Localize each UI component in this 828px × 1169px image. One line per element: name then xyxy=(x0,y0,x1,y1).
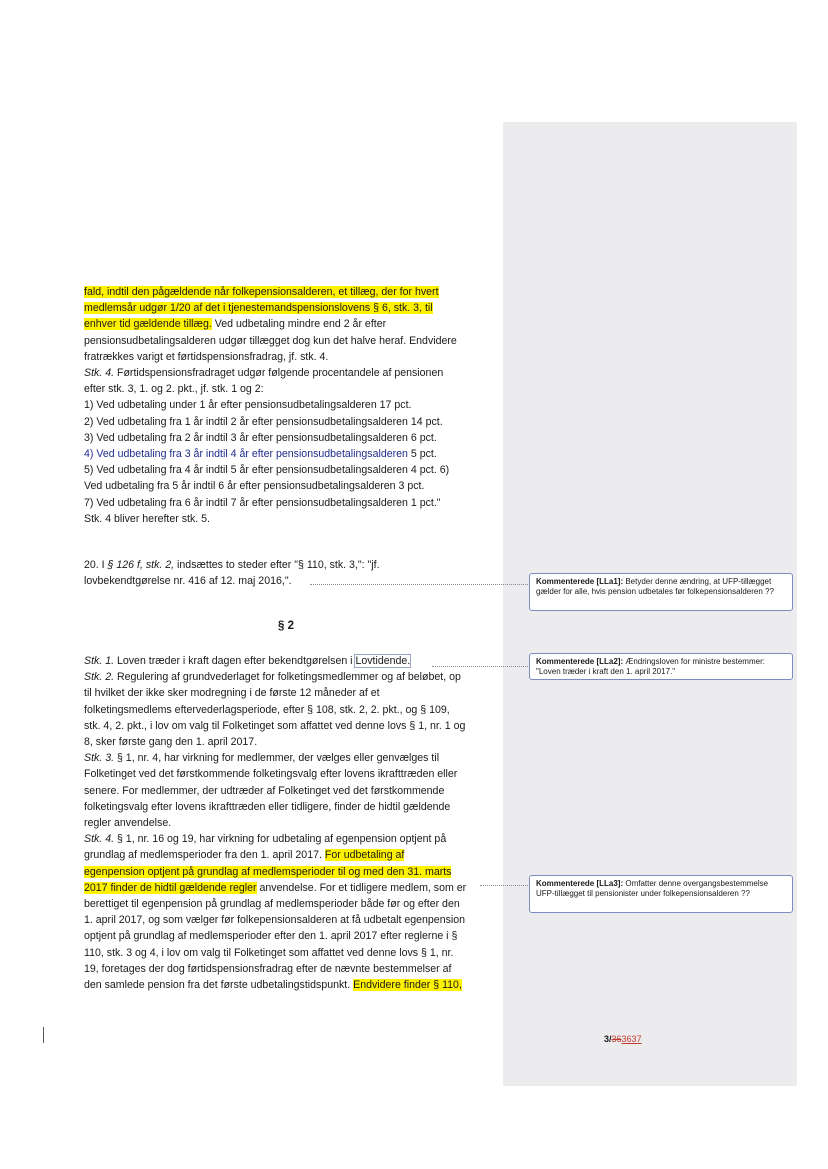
text-line: folketingsmedlems eftervederlagsperiode, efter § 108, stk. 2, 2. pkt., og § 109, xyxy=(84,703,450,716)
text-line: til hvilket der ikke sker modregning i de første 12 måneder af et xyxy=(84,687,380,700)
section-2-block xyxy=(84,653,504,993)
text-line: pensionsudbetalingsalderen udgør tillægget dog kun det halve heraf. Endvidere xyxy=(84,334,457,347)
page-total-inserted: 3637 xyxy=(621,1034,642,1044)
comment-text: Ændringsloven for ministre bestemmer: "Loven træder i kraft den 1. april 2017." xyxy=(536,657,765,676)
list-item: Ved udbetaling fra 5 år indtil 6 år efter pensionsudbetalingsalderen 3 pct. xyxy=(84,480,425,493)
comment-connector-2 xyxy=(432,666,530,667)
text-line: 19, foretages der dog førtidspensionsfradrag efter de nævnte bestemmelser af xyxy=(84,962,452,975)
text-line: stk. 4, 2. pkt., i lov om valg til Folketinget som affattet ved denne lovs § 1, nr. 1 og xyxy=(84,719,466,732)
text-run: § 126 f, stk. 2, xyxy=(107,559,175,571)
page-number xyxy=(604,1034,642,1044)
text-run: Loven træder i kraft dagen efter bekendtgørelsen i xyxy=(114,655,356,667)
amendment-text-block xyxy=(84,284,504,527)
text-line: fratrækkes varigt et førtidspensionsfradrag, jf. stk. 4. xyxy=(84,350,329,363)
stk-label: Stk. 4. xyxy=(84,833,115,846)
text-run: § 1, nr. 4, har virkning for medlemmer, der vælges eller genvælges til xyxy=(114,752,440,765)
text-line xyxy=(84,831,504,847)
text-line: lovbekendtgørelse nr. 416 af 12. maj 2016,". xyxy=(84,575,292,588)
page-total-deleted: 36 xyxy=(611,1034,622,1044)
text-line: berettiget til egenpension på grundlag af medlemsperioder både før og efter den xyxy=(84,898,460,911)
comment-author-label: Kommenterede [LLa2]: xyxy=(536,657,624,666)
stk-label: Stk. 1. xyxy=(84,655,115,667)
text-line: 1. april 2017, og som vælger før folkepensionsalderen at få udbetalt egenpension xyxy=(84,914,466,927)
comment-balloon-3[interactable] xyxy=(529,875,793,913)
text-line xyxy=(84,300,504,316)
comment-text: Betyder denne ændring, at UFP-tillægget gælder for alle, hvis pension udbetales før folkepensionsalderen ?? xyxy=(536,577,774,596)
text-line: regler anvendelse. xyxy=(84,817,172,830)
comment-balloon-1[interactable] xyxy=(529,573,793,611)
text-line: 8, sker første gang den 1. april 2017. xyxy=(84,736,258,749)
text-line: senere. For medlemmer, der udtræder af Folketinget ved det førstkommende xyxy=(84,784,445,797)
text-run: Førtidspensionsfradraget udgør følgende procentandele af pensionen xyxy=(114,367,444,380)
stk-label: Stk. 4. xyxy=(84,367,115,380)
stk-label: Stk. 3. xyxy=(84,752,115,765)
text-line xyxy=(84,864,504,880)
list-item: 5) Ved udbetaling fra 4 år indtil 5 år efter pensionsudbetalingsalderen 4 pct. 6) xyxy=(84,464,450,477)
comment-balloon-2[interactable] xyxy=(529,653,793,680)
text-line xyxy=(84,847,504,863)
text-line xyxy=(84,365,504,381)
list-item: 2) Ved udbetaling fra 1 år indtil 2 år efter pensionsudbetalingsalderen 14 pct. xyxy=(84,415,443,428)
text-line xyxy=(84,880,504,896)
comment-text: Omfatter denne overgangsbestemmelse UFP-tillægget til pensionister under folkepensionsalderen ?? xyxy=(536,879,769,898)
text-line xyxy=(84,977,504,993)
text-run: indsættes to steder efter "§ 110, stk. 3,": "jf. xyxy=(174,559,380,571)
highlighted-text[interactable]: fald, indtil den pågældende når folkepensionsalderen, et tillæg, der for hvert xyxy=(84,286,439,298)
highlighted-text[interactable]: Endvidere finder § 110, xyxy=(353,979,462,992)
text-run: 5 pct. xyxy=(407,448,437,461)
highlighted-text[interactable]: 2017 finder de hidtil gældende regler xyxy=(84,881,257,894)
text-line: Folketinget ved det førstkommende folketingsvalg efter lovens ikrafttræden eller xyxy=(84,768,458,781)
text-line xyxy=(84,284,504,300)
text-run: 20. I xyxy=(84,559,108,571)
highlighted-text[interactable]: enhver tid gældende tillæg. xyxy=(84,318,212,331)
comment-connector-3 xyxy=(480,885,530,886)
list-item: 7) Ved udbetaling fra 6 år indtil 7 år efter pensionsudbetalingsalderen 1 pct." xyxy=(84,496,441,509)
tracked-change-text: 4) Ved udbetaling fra 3 år indtil 4 år efter pensionsudbetalingsalderen xyxy=(84,448,408,461)
text-run: Regulering af grundvederlaget for folketingsmedlemmer og af beløbet, op xyxy=(114,671,461,684)
page-separator: / xyxy=(609,1034,612,1044)
page-current: 3 xyxy=(604,1034,610,1044)
change-bar xyxy=(43,1027,44,1043)
text-run: § 1, nr. 16 og 19, har virkning for udbetaling af egenpension optjent på xyxy=(114,833,447,846)
text-run: den samlede pension fra det første udbetalingstidspunkt. xyxy=(84,979,354,992)
highlighted-text[interactable]: egenpension optjent på grundlag af medlemsperioder til og med den 31. marts xyxy=(84,865,452,878)
stk-label: Stk. 2. xyxy=(84,671,115,684)
text-line: folketingsvalg efter lovens ikrafttræden eller tidligere, finder de hidtil gældende xyxy=(84,800,451,813)
comment-connector-1 xyxy=(310,584,530,585)
list-item xyxy=(84,446,504,462)
highlighted-text[interactable]: For udbetaling af xyxy=(324,849,405,862)
comment-author-label: Kommenterede [LLa3]: xyxy=(536,879,624,888)
text-line: 110, stk. 3 og 4, i lov om valg til Folketinget som affattet ved denne lovs § 1, nr. xyxy=(84,946,454,959)
text-run: anvendelse. For et tidligere medlem, som er xyxy=(256,881,467,894)
commented-text[interactable]: Lovtidende. xyxy=(355,655,411,667)
highlighted-text[interactable]: medlemsår udgør 1/20 af det i tjenestemandspensionslovens § 6, stk. 3, til xyxy=(84,302,433,315)
text-line: efter stk. 3, 1. og 2. pkt., jf. stk. 1 og 2: xyxy=(84,383,264,396)
text-line xyxy=(84,669,504,685)
section-heading: § 2 xyxy=(278,620,294,632)
text-line xyxy=(84,750,504,766)
text-line: Stk. 4 bliver herefter stk. 5. xyxy=(84,512,210,525)
comment-author-label: Kommenterede [LLa1]: xyxy=(536,577,624,586)
list-item: 3) Ved udbetaling fra 2 år indtil 3 år efter pensionsudbetalingsalderen 6 pct. xyxy=(84,431,437,444)
text-run: grundlag af medlemsperioder fra den 1. april 2017. xyxy=(84,849,325,862)
text-line xyxy=(84,316,504,332)
text-run: Ved udbetaling mindre end 2 år efter xyxy=(211,318,387,331)
list-item: 1) Ved udbetaling under 1 år efter pensionsudbetalingsalderen 17 pct. xyxy=(84,399,412,412)
text-line xyxy=(84,557,504,573)
text-line: optjent på grundlag af medlemsperioder efter den 1. april 2017 efter reglerne i § xyxy=(84,930,458,943)
